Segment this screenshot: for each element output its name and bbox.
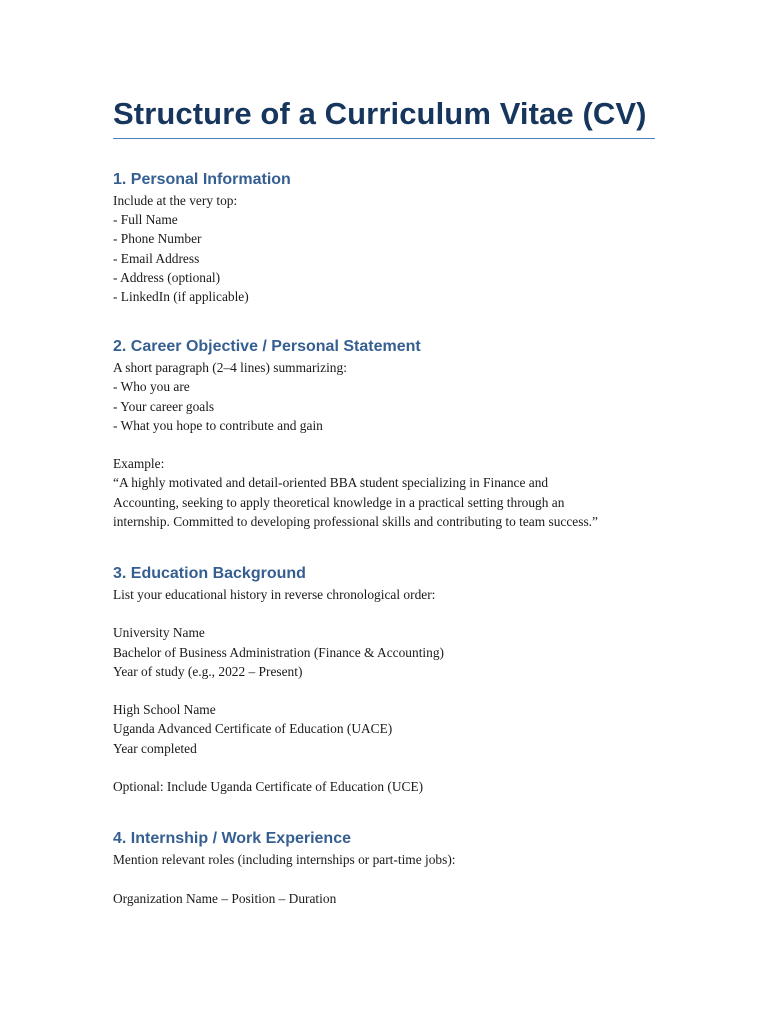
body-line: - Email Address bbox=[113, 250, 200, 266]
body-line: Optional: Include Uganda Certificate of Education (UCE) bbox=[113, 779, 424, 795]
body-line: Uganda Advanced Certificate of Education (UACE) bbox=[113, 721, 393, 737]
body-line: - Who you are bbox=[113, 379, 190, 395]
document-body bbox=[113, 169, 655, 908]
body-line: Year completed bbox=[113, 740, 197, 756]
body-line: - Your career goals bbox=[113, 398, 215, 414]
document-page bbox=[113, 92, 655, 908]
section-3 bbox=[113, 563, 655, 796]
body-line: Example: bbox=[113, 456, 165, 472]
body-line: Accounting, seeking to apply theoretical knowledge in a practical setting through an bbox=[113, 494, 565, 510]
body-line: Bachelor of Business Administration (Finance & Accounting) bbox=[113, 644, 444, 660]
body-line: Organization Name – Position – Duration bbox=[113, 890, 337, 906]
section-1 bbox=[113, 169, 655, 306]
document-title: Structure of a Curriculum Vitae (CV) bbox=[113, 96, 647, 131]
body-line: Mention relevant roles (including internships or part-time jobs): bbox=[113, 852, 456, 868]
body-line: - Address (optional) bbox=[113, 269, 221, 285]
title-underline bbox=[113, 138, 655, 139]
section-4 bbox=[113, 828, 655, 908]
blank-line bbox=[113, 869, 655, 888]
blank-line bbox=[113, 758, 655, 777]
body-line: High School Name bbox=[113, 702, 216, 718]
section-heading: 1. Personal Information bbox=[113, 171, 291, 188]
body-line: - Full Name bbox=[113, 212, 178, 228]
body-line: - LinkedIn (if applicable) bbox=[113, 289, 249, 305]
section-heading: 4. Internship / Work Experience bbox=[113, 830, 351, 848]
body-line: University Name bbox=[113, 625, 205, 641]
body-line: internship. Committed to developing professional skills and contributing to team success.” bbox=[113, 513, 598, 529]
body-line: List your educational history in reverse chronological order: bbox=[113, 587, 436, 603]
blank-line bbox=[113, 604, 655, 623]
body-line: A short paragraph (2–4 lines) summarizing: bbox=[113, 360, 347, 376]
blank-line bbox=[113, 435, 655, 454]
body-line: Include at the very top: bbox=[113, 193, 238, 208]
section-2 bbox=[113, 336, 655, 531]
blank-line bbox=[113, 681, 655, 700]
body-line: - Phone Number bbox=[113, 231, 202, 247]
body-line: - What you hope to contribute and gain bbox=[113, 417, 323, 433]
body-line: “A highly motivated and detail-oriented BBA student specializing in Finance and bbox=[113, 475, 549, 491]
body-line: Year of study (e.g., 2022 – Present) bbox=[113, 663, 303, 679]
section-heading: 2. Career Objective / Personal Statement bbox=[113, 338, 421, 356]
section-heading: 3. Education Background bbox=[113, 565, 306, 583]
